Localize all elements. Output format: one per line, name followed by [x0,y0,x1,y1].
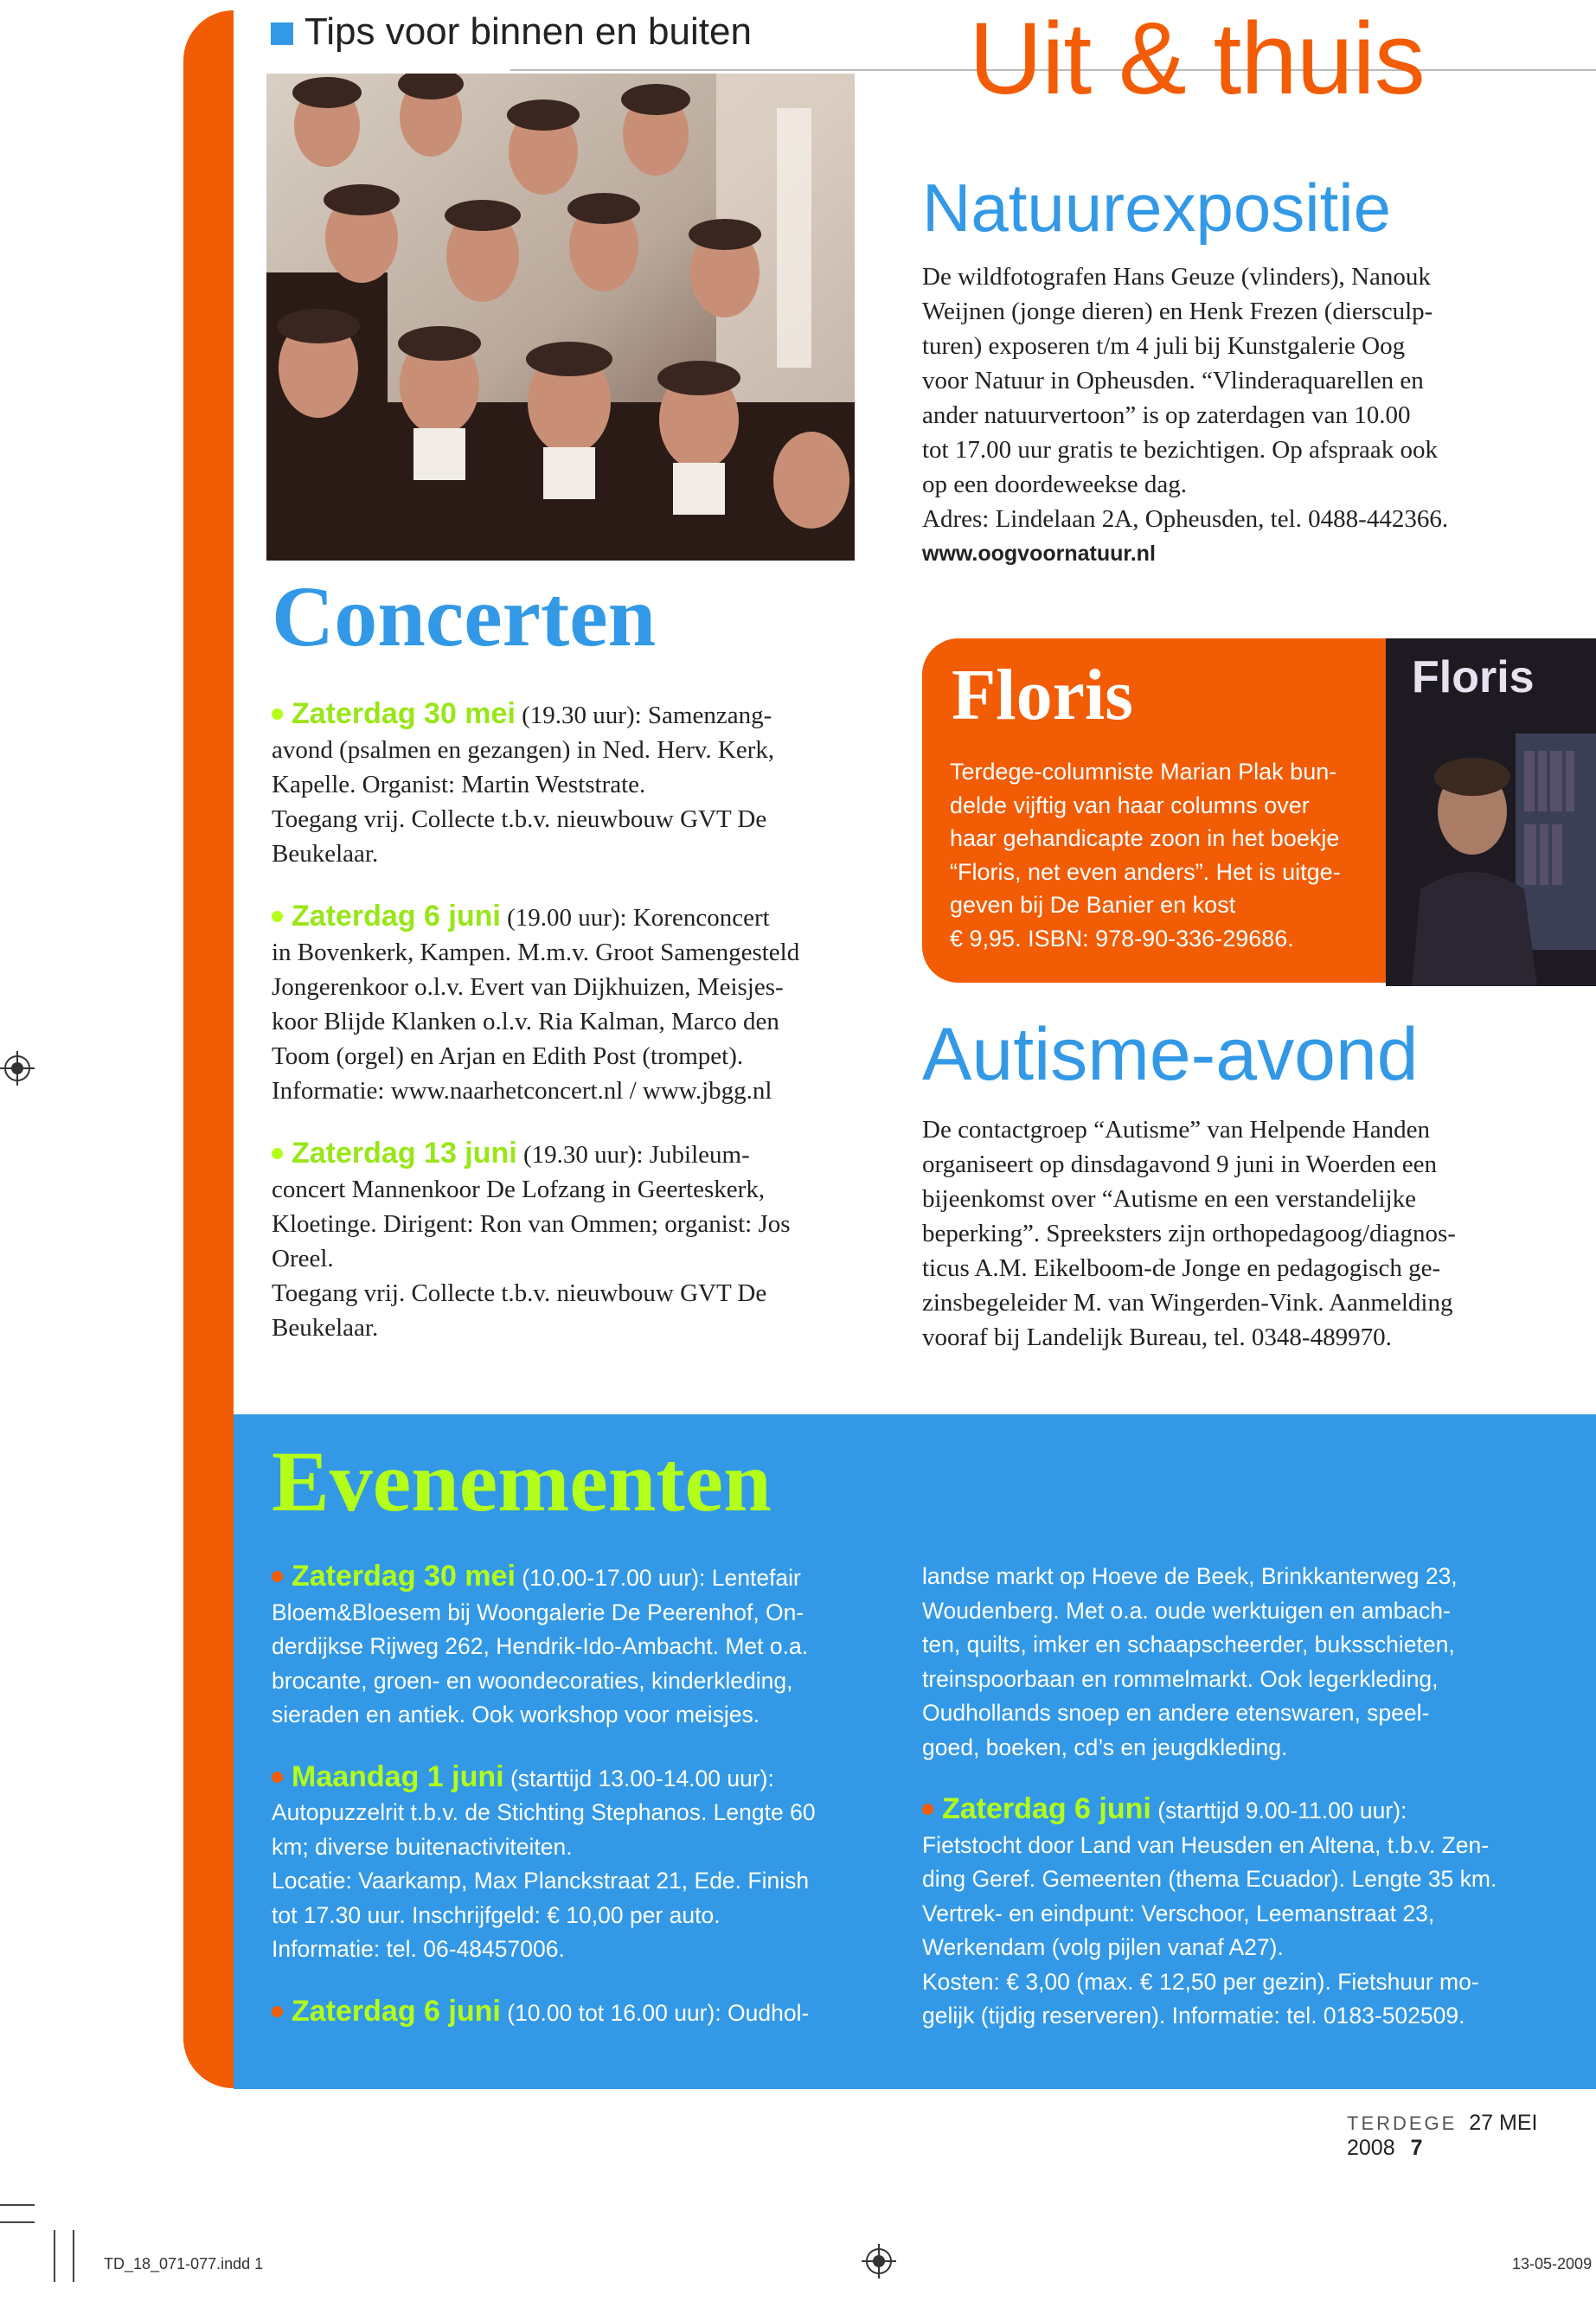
floris-book-cover [1386,638,1596,986]
autism-article: De contactgroep “Autisme” van Helpende Handen organiseert op dinsdagavond 9 juni in Woerden een bijeenkomst over “Autisme en een verstandelijke beperking”. Spreeksters zijn orthopedagoog/diagnos- ticus A.M. Eikelboom-de Jonge en pedagogisch ge- zinsbegeleider M. van Wingerden-Vink. Aanmelding vooraf bij Landelijk Bureau, tel. 0348-489970. [922,1116,1456,1351]
event-item: Zaterdag 30 mei (10.00-17.00 uur): Lentefair Bloem&Bloesem bij Woongalerie De Peerenhof, On- derdijkse Rijweg 262, Hendrik-Ido-Ambacht. Met o.a. brocante, groen- en woondecoraties, kinderkleding, sieraden en antiek. Ook workshop voor meisjes. [272,1560,809,1727]
concert-item: Zaterdag 6 juni (19.00 uur): Korenconcert in Bovenkerk, Kampen. M.m.v. Groot Samengesteld Jongerenkoor o.l.v. Evert van Dijkhuizen, Meisjes- koor Blijde Klanken o.l.v. Ria Kalman, Marco den Toom (orgel) en Arjan en Edith Post (trompet). Informatie: www.naarhetconcert.nl / www.jbgg.nl [272,900,800,1105]
events-title: Evenementen [272,1433,772,1529]
registration-mark-icon [862,2244,896,2279]
footer-magazine: TERDEGE [1347,2112,1458,2134]
event-item: Zaterdag 6 juni (starttijd 9.00-11.00 uur): Fietstocht door Land van Heusden en Altena, t.b.v. Zen- ding Geref. Gemeenten (thema Ecuador). Lengte 35 km. Vertrek- en eindpunt: Verschoor, Leemanstraat 23, Werkendam (volg pijlen vanaf A27). Kosten: € 3,00 (max. € 12,50 per gezin). Fietshuur mo- gelijk (tijdig reserveren). Informatie: tel. 0183-502509. [922,1792,1497,2029]
events-orange-cap [183,1414,234,2088]
footer-date: 27 MEI 2008 [1347,2111,1538,2160]
bullet-icon [272,1571,283,1582]
slug-filename: TD_18_071-077.indd 1 [104,2255,264,2272]
nature-link[interactable]: www.oogvoornatuur.nl [922,542,1156,566]
bullet-icon [272,1772,283,1783]
event-continuation: landse markt op Hoeve de Beek, Brinkkanterweg 23, Woudenberg. Met o.a. oude werktuigen en ambach- ten, quilts, imker en schaapscheerder, buksschieten, treinspoorbaan en rommelmarkt. Ook legerkleding, Oudhollands snoep en andere etenswaren, speel- goed, boeken, cd’s en jeugdkleding. [922,1563,1458,1760]
concert-date: Zaterdag 30 mei [292,697,516,730]
event-item: Maandag 1 juni (starttijd 13.00-14.00 uur): Autopuzzelrit t.b.v. de Stichting Stephanos. Lengte 60 km; diverse buitenactiviteiten. Locatie: Vaarkamp, Max Planckstraat 21, Ede. Finish tot 17.30 uur. Inschrijfgeld: € 10,00 per auto. Informatie: tel. 06-48457006. [272,1759,816,1962]
crop-mark [0,2204,35,2206]
events-left-column [272,1560,877,2030]
choir-photo [266,74,855,561]
slug-date: 13-05-2009 [1512,2255,1593,2272]
bullet-icon [272,1148,283,1159]
concerts-title: Concerten [272,568,657,664]
event-item: Zaterdag 6 juni (10.00 tot 16.00 uur): Oudhol- [272,1995,877,2031]
crop-mark [54,2230,55,2282]
bullet-icon [922,1804,933,1815]
cover-title: Floris [1412,652,1535,702]
nature-title: Natuurexpositie [922,170,1391,246]
event-date: Zaterdag 30 mei [292,1560,516,1593]
concert-date: Zaterdag 6 juni [292,900,501,933]
concerts-list [272,696,877,1345]
autism-title: Autisme-avond [922,1013,1419,1096]
floris-text: Terdege-columniste Marian Plak bun- delde vijftig van haar columns over haar gehandicapte zoon in het boekje “Floris, net even anders”. Het is uitge- geven bij De Banier en kost € 9,95. ISBN: 978-90-336-29686. [950,759,1341,952]
concert-item: Zaterdag 13 juni (19.30 uur): Jubileum- concert Mannenkoor De Lofzang in Geerteskerk, Kloetinge. Dirigent: Ron van Ommen; organist: Jos Oreel. Toegang vrij. Collecte t.b.v. nieuwbouw GVT De Beukelaar. [272,1137,791,1342]
bullet-icon [272,708,283,720]
concert-date: Zaterdag 13 juni [292,1137,517,1170]
nature-article: De wildfotografen Hans Geuze (vlinders), Nanouk Weijnen (jonge dieren) en Henk Frezen (diersculp- turen) exposeren t/m 4 juli bij Kunstgalerie Oog voor Natuur in Opheusden. “Vlinderaquarellen en ander natuurvertoon” is op zaterdagen van 10.00 tot 17.00 uur gratis te bezichtigen. Op afspraak ook op een doordeweekse dag. Adres: Lindelaan 2A, Opheusden, tel. 0488-442366. www.oogvoornatuur.nl [922,260,1510,571]
registration-mark-icon [0,1051,35,1086]
bullet-icon [272,911,283,922]
event-date: Maandag 1 juni [292,1759,504,1793]
page-footer [1347,2111,1596,2161]
bullet-icon [272,2006,283,2017]
floris-title: Floris [952,655,1133,735]
event-date: Zaterdag 6 juni [942,1792,1151,1825]
concert-item: Zaterdag 30 mei (19.30 uur): Samenzang- avond (psalmen en gezangen) in Ned. Herv. Kerk, Kapelle. Organist: Martin Weststrate. Toegang vrij. Collecte t.b.v. nieuwbouw GVT De Beukelaar. [272,697,775,868]
crop-mark [0,2221,35,2223]
page-title: Uit & thuis [969,2,1425,116]
section-square-icon [271,22,293,45]
crop-mark [73,2230,74,2282]
section-tag: Tips voor binnen en buiten [304,10,752,53]
page-number: 7 [1410,2136,1423,2160]
event-date: Zaterdag 6 juni [292,1994,501,2028]
events-right-column [922,1560,1528,2034]
